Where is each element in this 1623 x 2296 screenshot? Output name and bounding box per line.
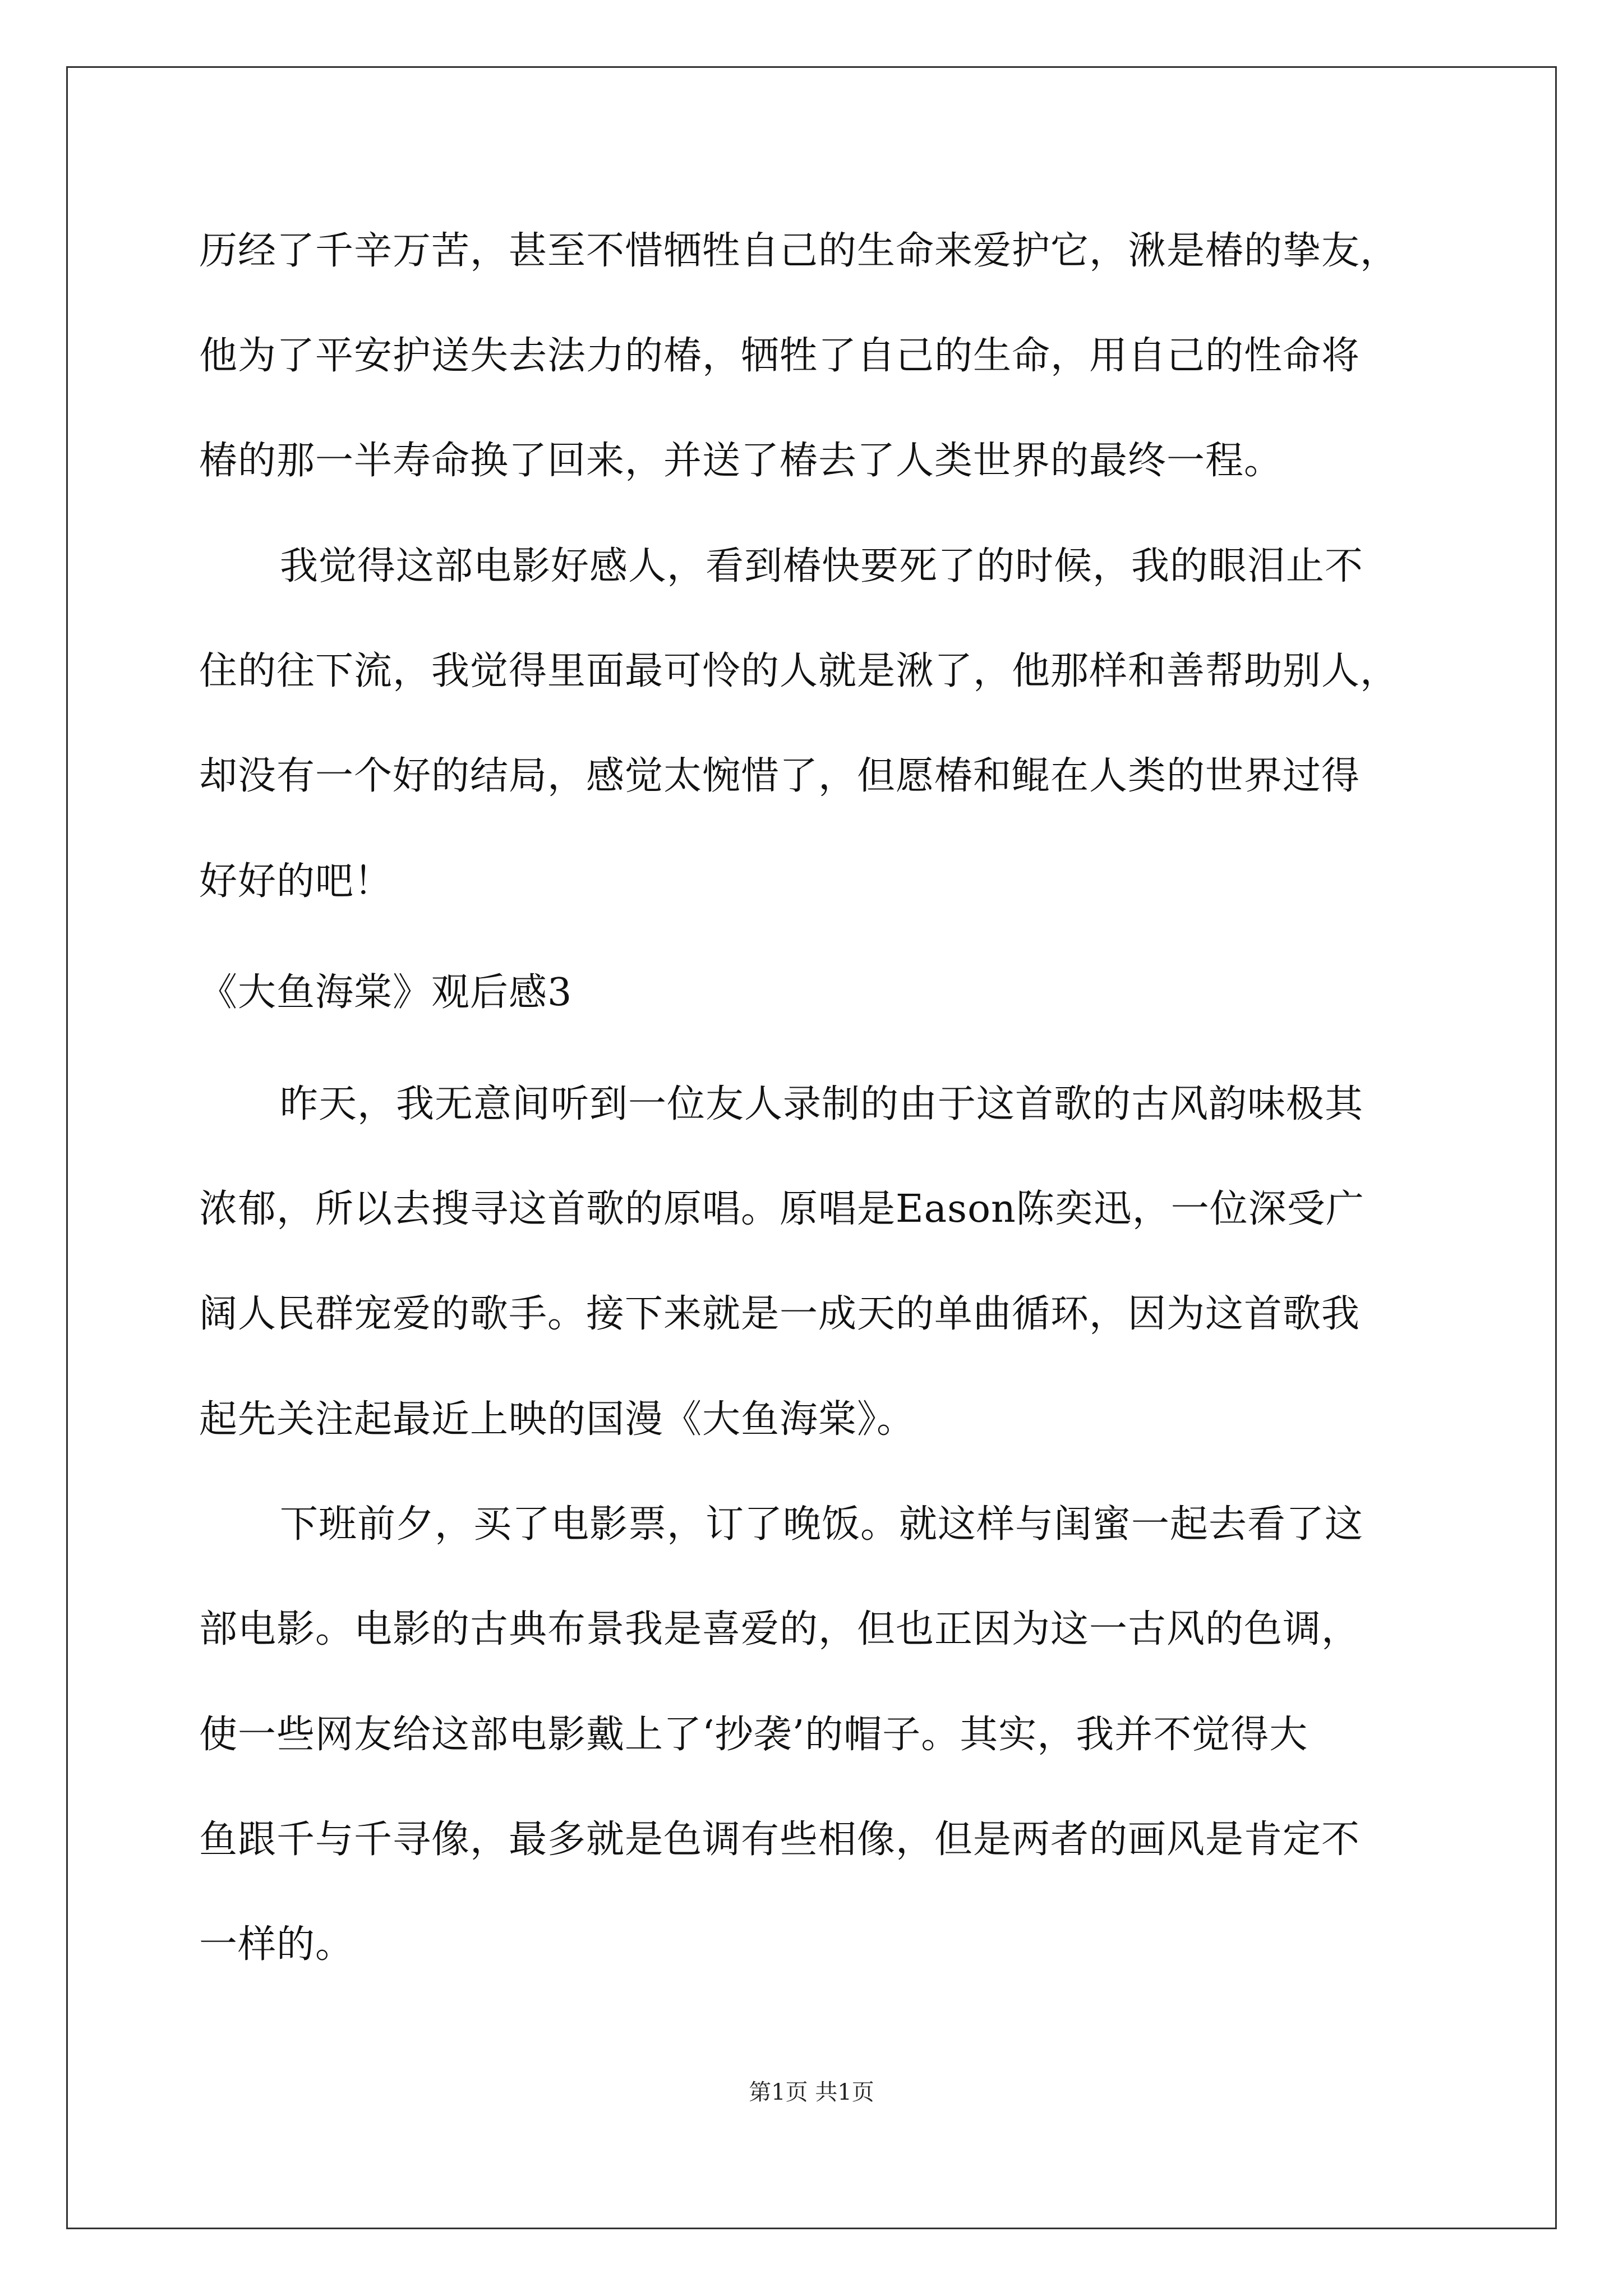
- text-line: 浓郁，所以去搜寻这首歌的原唱。原唱是Eason陈奕迅，一位深受广: [199, 1187, 1364, 1231]
- text-line: 椿的那一半寿命换了回来，并送了椿去了人类世界的最终一程。: [199, 439, 1283, 483]
- text-line: 历经了千辛万苦，甚至不惜牺牲自己的生命来爱护它，湫是椿的挚友，: [199, 229, 1399, 273]
- paragraph-start-line: 下班前夕，买了电影票，订了晚饭。就这样与闺蜜一起去看了这: [280, 1502, 1364, 1547]
- page-footer: 第1页 共1页: [749, 2079, 874, 2105]
- text-line: 起先关注起最近上映的国漫《大鱼海棠》。: [199, 1397, 916, 1442]
- text-line: 住的往下流，我觉得里面最可怜的人就是湫了，他那样和善帮助别人，: [199, 649, 1399, 693]
- text-line: 他为了平安护送失去法力的椿，牺牲了自己的生命，用自己的性命将: [199, 334, 1361, 378]
- text-line: 一样的。: [199, 1922, 354, 1967]
- text-line: 使一些网友给这部电影戴上了‘抄袭’的帽子。其实，我并不觉得大: [199, 1713, 1308, 1757]
- text-line: 鱼跟千与千寻像，最多就是色调有些相像，但是两者的画风是肯定不: [199, 1818, 1361, 1862]
- text-line: 却没有一个好的结局，感觉太惋惜了，但愿椿和鲲在人类的世界过得: [199, 754, 1361, 798]
- paragraph-start-line: 我觉得这部电影好感人，看到椿快要死了的时候，我的眼泪止不: [280, 544, 1364, 588]
- paragraph-start-line: 昨天，我无意间听到一位友人录制的由于这首歌的古风韵味极其: [280, 1082, 1364, 1126]
- section-heading: 《大鱼海棠》观后感3: [199, 970, 573, 1015]
- text-line: 部电影。电影的古典布景我是喜爱的，但也正因为这一古风的色调，: [199, 1607, 1361, 1651]
- text-line: 阔人民群宠爱的歌手。接下来就是一成天的单曲循环，因为这首歌我: [199, 1292, 1361, 1336]
- page-border: [66, 66, 1557, 2229]
- text-line: 好好的吧！: [199, 859, 393, 904]
